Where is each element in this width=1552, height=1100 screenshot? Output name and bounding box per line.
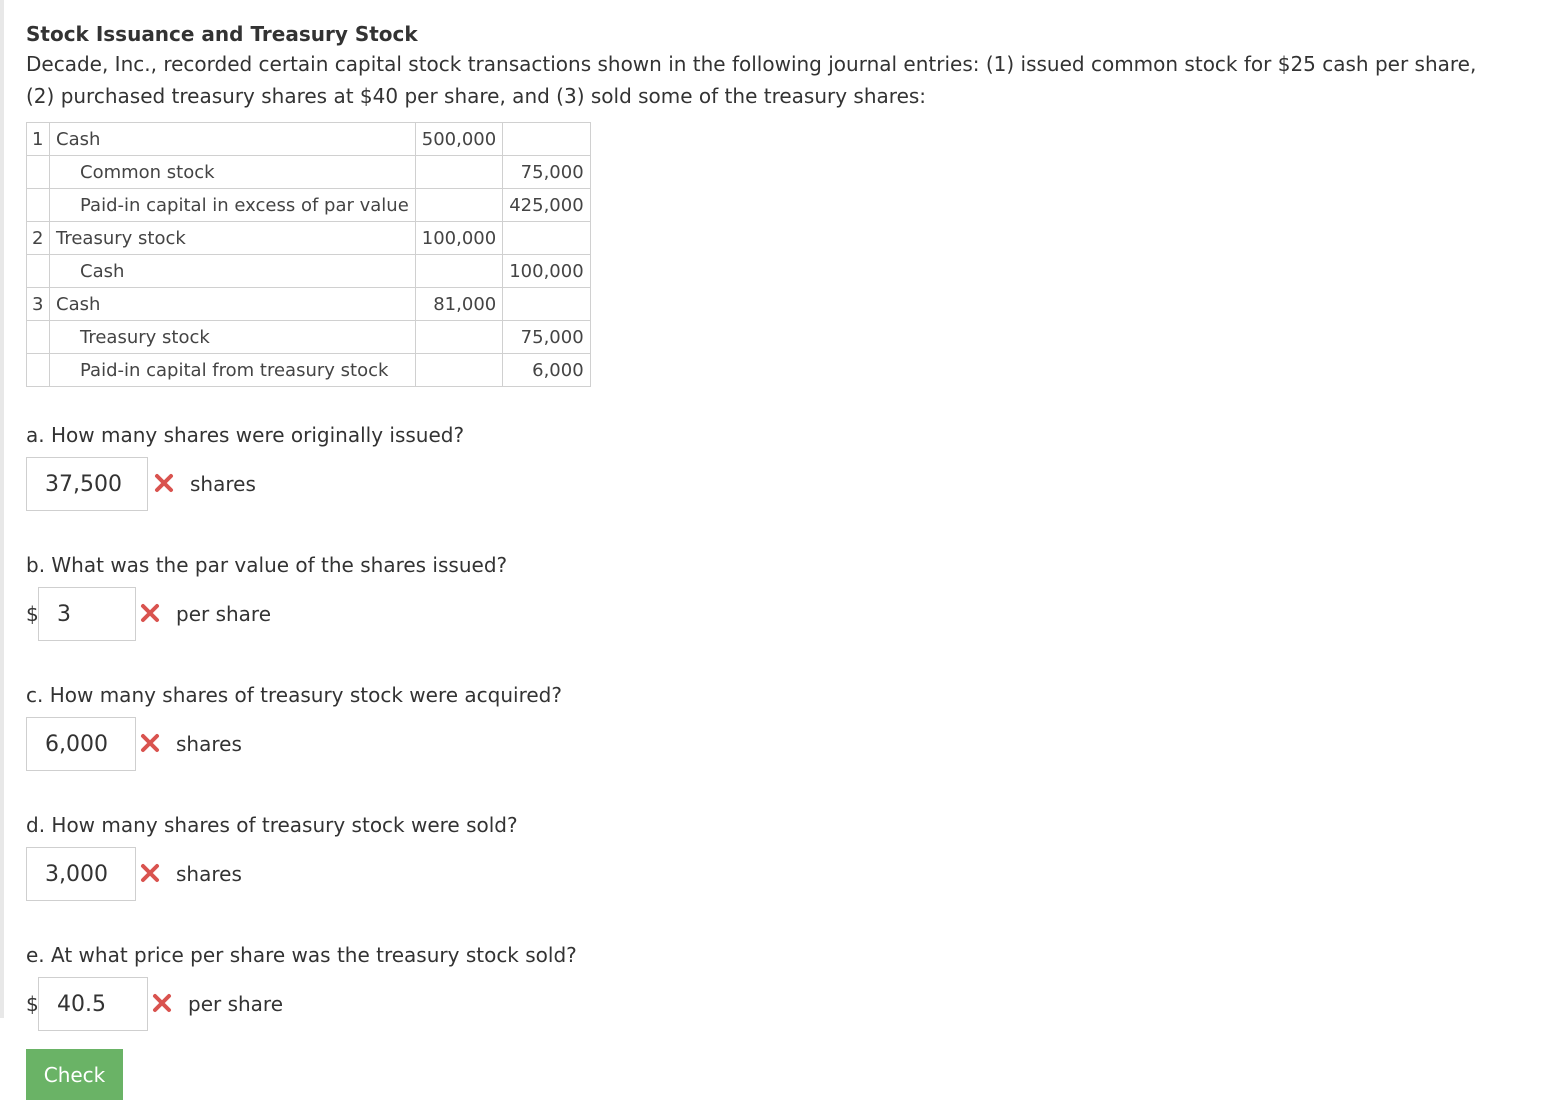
journal-row: [27, 321, 591, 354]
entry-number: [27, 255, 50, 288]
check-button[interactable]: Check: [26, 1049, 123, 1100]
currency-symbol: $: [26, 992, 39, 1016]
answer-d-input[interactable]: 3,000: [26, 847, 136, 901]
journal-row: [27, 255, 591, 288]
problem-intro: Decade, Inc., recorded certain capital stock transactions shown in the following journal entries: (1) issued common stock for $25 cash per share, (2) purchased treasury shares at $40 per share, and (3) sold some of the treasury shares:: [26, 52, 1477, 108]
question-a: [26, 421, 1552, 511]
account-name: Cash: [50, 255, 416, 288]
question-a-text: a. How many shares were originally issued?: [26, 423, 465, 447]
entry-number: 1: [27, 123, 50, 156]
account-name: Paid-in capital from treasury stock: [50, 354, 416, 387]
question-b: [26, 551, 1552, 641]
account-name: Treasury stock: [50, 321, 416, 354]
x-mark-icon: [152, 471, 178, 497]
debit-amount: [415, 255, 502, 288]
currency-symbol: $: [26, 602, 39, 626]
question-b-answer-row: [26, 587, 1552, 641]
answer-c-unit: shares: [176, 732, 242, 756]
entry-number: [27, 354, 50, 387]
question-d: [26, 811, 1552, 901]
account-name: Paid-in capital in excess of par value: [50, 189, 416, 222]
question-c-answer-row: [26, 717, 1552, 771]
answer-e-input[interactable]: 40.5: [38, 977, 148, 1031]
debit-amount: [415, 156, 502, 189]
journal-row: [27, 288, 591, 321]
entry-number: 2: [27, 222, 50, 255]
answer-b-unit: per share: [176, 602, 272, 626]
answer-c-input[interactable]: 6,000: [26, 717, 136, 771]
x-mark-icon: [138, 731, 164, 757]
check-button-container: [26, 1049, 1552, 1100]
answer-a-input[interactable]: 37,500: [26, 457, 148, 511]
account-name: Cash: [50, 288, 416, 321]
credit-amount: [503, 288, 590, 321]
credit-amount: 425,000: [503, 189, 590, 222]
credit-amount: [503, 222, 590, 255]
question-d-answer-row: [26, 847, 1552, 901]
debit-amount: 500,000: [415, 123, 502, 156]
debit-amount: [415, 354, 502, 387]
debit-amount: 100,000: [415, 222, 502, 255]
x-mark-icon: [138, 861, 164, 887]
account-name: Treasury stock: [50, 222, 416, 255]
journal-row: [27, 222, 591, 255]
debit-amount: [415, 189, 502, 222]
debit-amount: [415, 321, 502, 354]
debit-amount: 81,000: [415, 288, 502, 321]
credit-amount: [503, 123, 590, 156]
question-e-answer-row: [26, 977, 1552, 1031]
question-c-text: c. How many shares of treasury stock were acquired?: [26, 683, 562, 707]
credit-amount: 6,000: [503, 354, 590, 387]
x-mark-icon: [138, 601, 164, 627]
answer-d-unit: shares: [176, 862, 242, 886]
credit-amount: 100,000: [503, 255, 590, 288]
journal-row: [27, 123, 591, 156]
entry-number: [27, 321, 50, 354]
entry-number: 3: [27, 288, 50, 321]
account-name: Cash: [50, 123, 416, 156]
problem-title: Stock Issuance and Treasury Stock: [26, 22, 418, 46]
entry-number: [27, 189, 50, 222]
entry-number: [27, 156, 50, 189]
credit-amount: 75,000: [503, 321, 590, 354]
answer-b-input[interactable]: 3: [38, 587, 136, 641]
journal-row: [27, 156, 591, 189]
answer-a-unit: shares: [190, 472, 256, 496]
question-a-answer-row: [26, 457, 1552, 511]
question-d-text: d. How many shares of treasury stock were sold?: [26, 813, 518, 837]
question-c: [26, 681, 1552, 771]
question-e-text: e. At what price per share was the treasury stock sold?: [26, 943, 577, 967]
question-b-text: b. What was the par value of the shares issued?: [26, 553, 508, 577]
journal-row: [27, 189, 591, 222]
question-e: [26, 941, 1552, 1031]
x-mark-icon: [150, 991, 176, 1017]
journal-entries-table: [26, 122, 591, 387]
credit-amount: 75,000: [503, 156, 590, 189]
journal-row: [27, 354, 591, 387]
answer-e-unit: per share: [188, 992, 284, 1016]
account-name: Common stock: [50, 156, 416, 189]
